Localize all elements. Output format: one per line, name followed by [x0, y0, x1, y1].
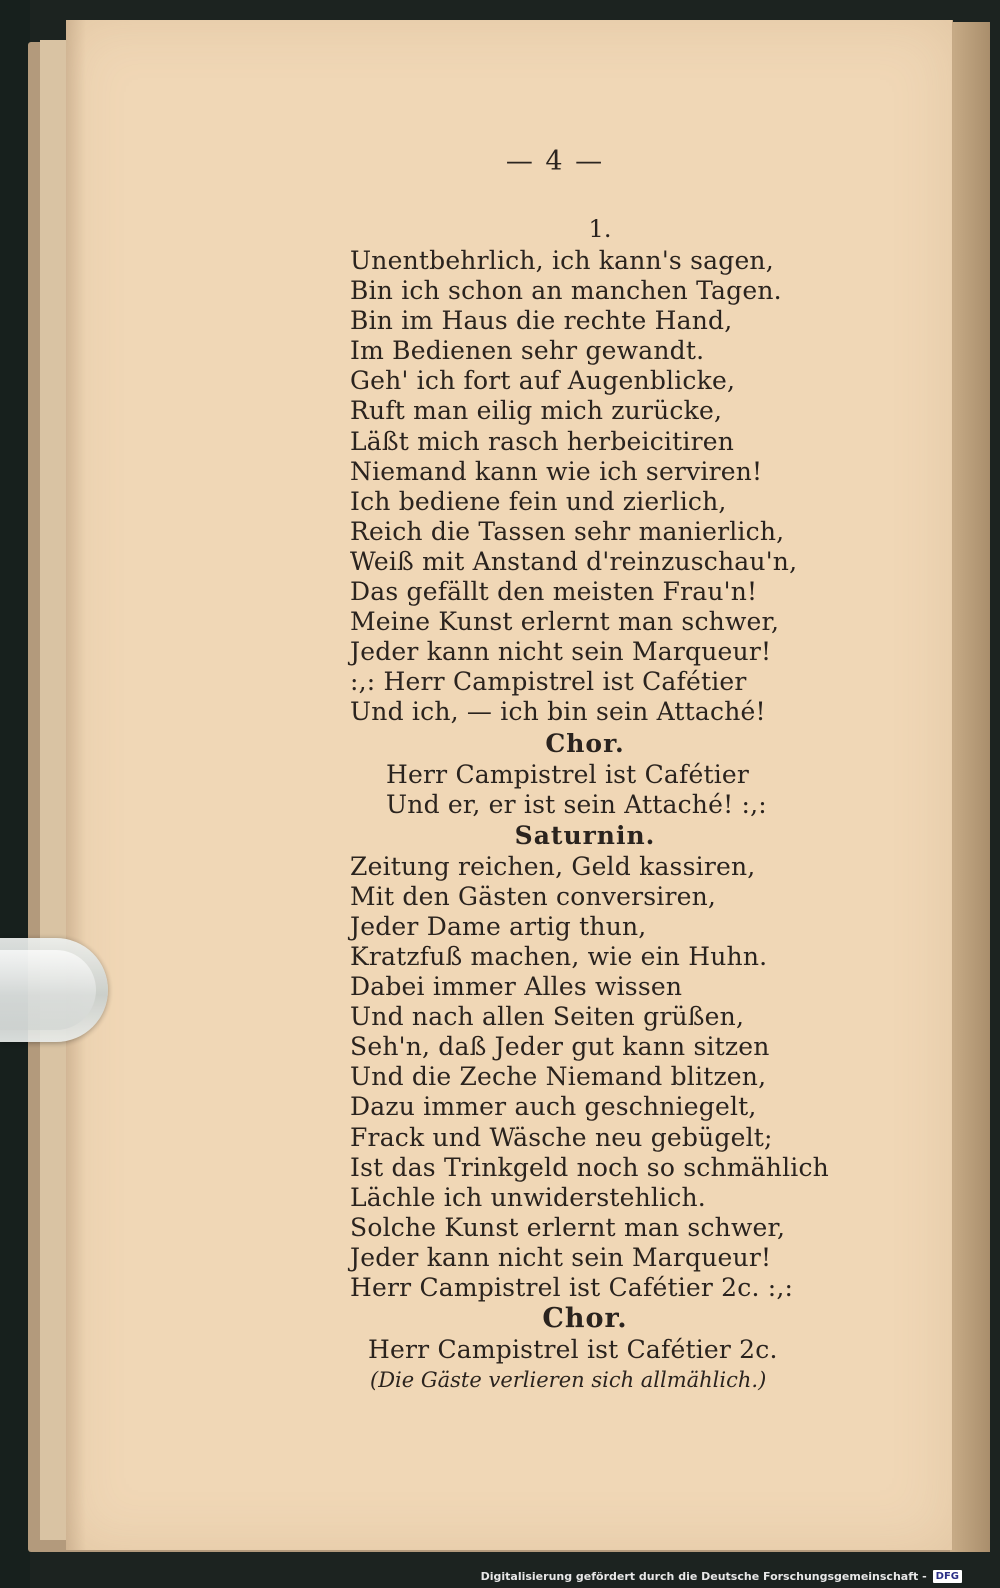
verse-line: Weiß mit Anstand d'reinzuschau'n, — [350, 546, 798, 576]
chorus-line: Herr Campistrel ist Cafétier 2c. — [368, 1335, 778, 1365]
page-number: — 4 — — [505, 146, 605, 177]
scan-background — [0, 0, 30, 1588]
right-page-edge — [950, 22, 990, 1552]
speaker-heading-chor: Chor. — [545, 728, 625, 758]
page-gutter-shadow — [66, 20, 86, 1550]
verse-line: Im Bedienen sehr gewandt. — [350, 336, 705, 366]
verse-line: :,: Herr Campistrel ist Cafétier — [350, 667, 747, 697]
verse-line: Frack und Wäsche neu gebügelt; — [350, 1122, 773, 1152]
bookmark-clip-highlight — [0, 950, 96, 1030]
verse-line: Solche Kunst erlernt man schwer, — [350, 1212, 786, 1242]
verse-line: Unentbehrlich, ich kann's sagen, — [350, 246, 774, 275]
verse-line: Bin ich schon an manchen Tagen. — [350, 276, 782, 306]
verse-line: Niemand kann wie ich serviren! — [350, 456, 763, 486]
verse-line: Mit den Gästen conversiren, — [350, 881, 717, 911]
digitization-credit — [481, 1568, 962, 1584]
chorus-line: Und er, er ist sein Attaché! :,: — [386, 789, 767, 819]
verse-line: Läßt mich rasch herbeicitiren — [350, 426, 735, 456]
verse-line: Ich bediene fein und zierlich, — [350, 486, 727, 516]
verse-line: Meine Kunst erlernt man schwer, — [350, 607, 780, 637]
verse-line: Geh' ich fort auf Augenblicke, — [350, 366, 736, 396]
song-text — [350, 212, 829, 1395]
verse-line: Seh'n, daß Jeder gut kann sitzen — [350, 1032, 770, 1062]
verse-line: Zeitung reichen, Geld kassiren, — [350, 851, 756, 881]
verse-line: Und ich, — ich bin sein Attaché! — [350, 697, 766, 727]
verse-line: Das gefällt den meisten Frau'n! — [350, 577, 758, 607]
verse-line: Jeder Dame artig thun, — [350, 911, 647, 941]
speaker-heading-saturnin: Saturnin. — [514, 820, 656, 850]
verse-line: Dazu immer auch geschniegelt, — [350, 1092, 757, 1122]
verse-line: Jeder kann nicht sein Marqueur! — [350, 637, 772, 667]
speaker-heading-chor-2: Chor. — [542, 1303, 628, 1335]
credit-text: Digitalisierung gefördert durch die Deutsche Forschungsgemeinschaft - — [480, 1569, 927, 1583]
verse-line: Dabei immer Alles wissen — [350, 972, 683, 1002]
stanza-number: 1. — [588, 215, 612, 243]
verse-line: Ist das Trinkgeld noch so schmählich — [350, 1152, 829, 1182]
chorus-1 — [350, 760, 790, 820]
verse-line: Reich die Tassen sehr manierlich, — [350, 516, 785, 546]
verse-line: Lächle ich unwiderstehlich. — [350, 1182, 706, 1212]
verse-line: Ruft man eilig mich zurücke, — [350, 396, 723, 426]
verse-line: Bin im Haus die rechte Hand, — [350, 306, 733, 336]
verse-line: Kratzfuß machen, wie ein Huhn. — [350, 941, 768, 971]
verse-line: Und nach allen Seiten grüßen, — [350, 1002, 745, 1032]
verse-1 — [350, 246, 798, 728]
dfg-logo: DFG — [933, 1570, 962, 1583]
verse-line: Und die Zeche Niemand blitzen, — [350, 1062, 767, 1092]
verse-saturnin — [350, 851, 829, 1303]
stage-direction: (Die Gäste verlieren sich allmählich.) — [370, 1368, 767, 1393]
verse-line: Herr Campistrel ist Cafétier 2c. :,: — [350, 1273, 794, 1302]
chorus-line: Herr Campistrel ist Cafétier — [386, 759, 750, 789]
verse-line: Jeder kann nicht sein Marqueur! — [350, 1242, 772, 1272]
